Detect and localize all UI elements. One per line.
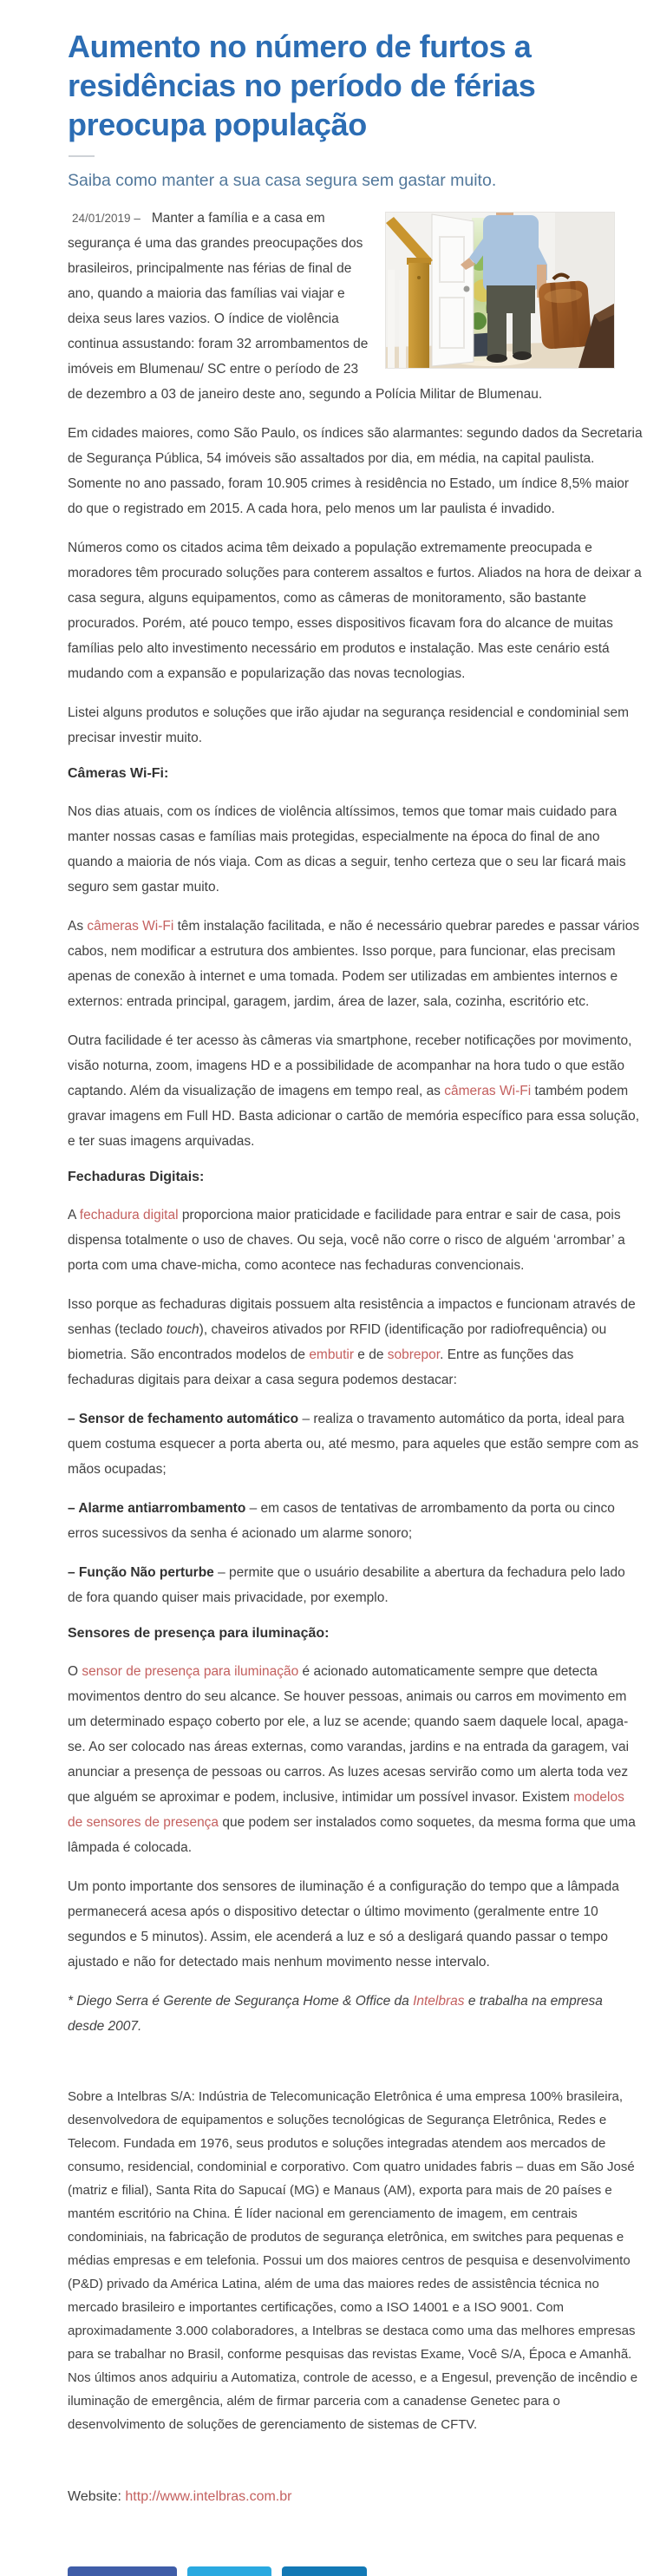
section-heading: Sensores de presença para iluminação: bbox=[68, 1626, 330, 1641]
text-segment: Listei alguns produtos e soluções que irão ajudar na segurança residencial e condominial sem precisar investir muito. bbox=[68, 705, 630, 745]
text-segment: também podem gravar imagens em Full HD. Basta adicionar o cartão de memória específico para essa solução, e ter suas imagens arquivadas. bbox=[68, 1084, 640, 1149]
article-body bbox=[68, 206, 643, 2039]
paragraph bbox=[68, 914, 643, 1014]
paragraph bbox=[68, 1203, 643, 1278]
text-segment: * Diego Serra é Gerente de Segurança Home & Office da bbox=[68, 1994, 414, 2009]
paragraph bbox=[68, 1406, 643, 1482]
inline-link[interactable]: embutir bbox=[309, 1347, 354, 1362]
text-segment: Manter a família e a casa em segurança é uma das grandes preocupações dos brasileiros, principalmente nas férias de final de ano, quando a maioria das famílias vai viajar e deixa seus lares vazios. O índice de violência continua assustando: foram 32 arrombamentos de imóveis em Blumenau/ SC entre o período de 23 de dezembro a 03 de janeiro deste ano, segundo a Polícia Militar de Blumenau. bbox=[68, 211, 543, 402]
text-segment: touch bbox=[166, 1322, 199, 1337]
inline-link[interactable]: sensor de presença para iluminação bbox=[82, 1664, 299, 1679]
text-segment: Outra facilidade é ter acesso às câmeras via smartphone, receber notificações por movimento, visão noturna, zoom, imagens HD e a possibilidade de acompanhar na hora tudo o que estão captando. Além da visualização de imagens em tempo real, as bbox=[68, 1033, 632, 1098]
inline-link[interactable]: modelos de sensores de presença bbox=[68, 1790, 624, 1830]
text-segment: é acionado automaticamente sempre que detecta movimentos dentro do seu alcance. Se houver pessoas, animais ou carros em movimento em um determinado espaço coberto por ele, a luz se acende; quando saem daquele local, apaga-se. Ao ser colocado nas áreas externas, como varandas, jardins e na entrada da garagem, vai anunciar a presença de pessoas ou carros. As luzes acesas servirão como um alerta toda vez que alguém se aproximar e podem, inclusive, intimidar um possível invasor. Existem bbox=[68, 1664, 630, 1805]
text-segment: que podem ser instalados como soquetes, da mesma forma que uma lâmpada é colocada. bbox=[68, 1815, 636, 1855]
shoe bbox=[487, 354, 507, 363]
text-segment: ), chaveiros ativados por RFID (identificação por radiofrequência) ou biometria. São encontrados modelos de bbox=[68, 1322, 607, 1362]
text-segment: Um ponto importante dos sensores de iluminação é a configuração do tempo que a lâmpada permanecerá acesa após o dispositivo detectar o último movimento (geralmente entre 10 segundos e 5 minutos). Assim, ele acenderá a luz e só a desligará quando passar o tempo ajustado e não for detectado mais nenhum movimento nesse intervalo. bbox=[68, 1879, 619, 1970]
article-date: 24/01/2019 – bbox=[72, 212, 140, 225]
paragraph bbox=[68, 1659, 643, 1860]
text-segment: – Alarme antiarrombamento bbox=[68, 1501, 246, 1516]
text-segment: – Função Não perturbe bbox=[68, 1565, 214, 1580]
paragraph bbox=[68, 1874, 643, 1975]
text-segment: e trabalha na empresa desde 2007. bbox=[68, 1994, 603, 2034]
text-segment: Sobre a Intelbras S/A: Indústria de Telecomunicação Eletrônica é uma empresa 100% brasileira, desenvolvedora de equipamentos e soluções tecnológicas de Segurança Eletrônica, Redes e Telecom. Fundada em 1976, seus produtos e soluções integradas atendem aos mercados de consumo, residencial, condominial e corporativo. Com quatro unidades fabris – duas em São José (matriz e filial), Santa Rita do Sapucaí (MG) e Manaus (AM), exporta para mais de 20 países e mantém escritório na China. É líder nacional em gerenciamento de imagem, em centrais condominiais, na fabricação de produtos de segurança eletrônica, em switches para pequenas e médias empresas e em telefonia. Possui um dos maiores centros de pesquisa e desenvolvimento (P&D) privado da América Latina, além de uma das maiores redes de assistência técnica no mercado brasileiro e importantes certificações, como a ISO 14001 e a ISO 9001. Com aproximadamente 3.000 colaboradores, a Intelbras se destaca como uma das melhores empresas para se trabalhar no Brasil, conforme pesquisas das revistas Exame, Você S/A, Época e Amanhã. Nos últimos anos adquiriu a Automatiza, controle de acesso, e a Engesul, prevenção de incêndio e iluminação de emergência, além de firmar parceria com a canadense Genetec para o desenvolvimento de soluções de gerenciamento de sistemas de CFTV. bbox=[68, 2089, 638, 2432]
paragraph bbox=[68, 700, 643, 751]
inline-link[interactable]: fechadura digital bbox=[79, 1208, 179, 1222]
about-section bbox=[68, 2085, 643, 2576]
inline-link[interactable]: câmeras Wi-Fi bbox=[444, 1084, 532, 1098]
text-segment: Números como os citados acima têm deixado a população extremamente preocupada e moradores têm procurado soluções para conterem assaltos e furtos. Aliados na hora de deixar a casa segura, alguns equipamentos, como as câmeras de monitoramento, são bastante procurados. Porém, até pouco tempo, esses dispositivos ficavam fora do alcance de muitas famílias pelo alto investimento necessário em produtos e instalação. Mas este cenário está mudando com a expansão e popularização das novas tecnologias. bbox=[68, 541, 642, 681]
website-line bbox=[68, 2489, 291, 2505]
trousers bbox=[487, 285, 535, 313]
title-divider bbox=[69, 155, 95, 157]
text-segment: proporciona maior praticidade e facilidade para entrar e sair de casa, pois dispensa totalmente o uso de chaves. Ou seja, você não corre o risco de alguém ‘arrombar’ a porta com uma chave-micha, como acontece nas fechaduras convencionais. bbox=[68, 1208, 625, 1273]
text-segment: – realiza o travamento automático da porta, ideal para quem costuma esquecer a porta aberta ou, até mesmo, para aqueles que estão sempre com as mãos ocupadas; bbox=[68, 1412, 639, 1477]
text-segment: Isso porque as fechaduras digitais possuem alta resistência a impactos e funcionam através de senhas (teclado bbox=[68, 1297, 636, 1337]
text-segment: A bbox=[68, 1208, 80, 1222]
text-segment: . Entre as funções das fechaduras digitais para deixar a casa segura podemos destacar: bbox=[68, 1347, 574, 1387]
article-subtitle: Saiba como manter a sua casa segura sem gastar muito. bbox=[68, 171, 497, 190]
text-segment: O bbox=[68, 1664, 82, 1679]
inline-link[interactable]: sobrepor bbox=[387, 1347, 441, 1362]
shoe bbox=[513, 351, 532, 360]
blue-shirt bbox=[483, 215, 539, 292]
paragraph bbox=[68, 1560, 643, 1610]
text-segment: – permite que o usuário desabilite a abertura da fechadura pelo lado de fora quando quiser mais privacidade, por exemplo. bbox=[68, 1565, 625, 1605]
facebook-share-button[interactable] bbox=[68, 2566, 177, 2576]
text-segment: Nos dias atuais, com os índices de violência altíssimos, temos que tomar mais cuidado para manter nossas casas e famílias mais protegidas, especialmente na época do final de ano quando a maioria de nós viaja. Com as dicas a seguir, tenho certeza que o seu lar ficará mais seguro sem gastar muito. bbox=[68, 804, 626, 895]
section-heading: Câmeras Wi-Fi: bbox=[68, 766, 169, 781]
text-segment: As bbox=[68, 919, 88, 934]
page-title: Aumento no número de furtos a residências no período de férias preocupa população bbox=[68, 29, 536, 142]
about-body bbox=[68, 2085, 643, 2436]
paragraph bbox=[68, 421, 643, 521]
linkedin-share-button[interactable] bbox=[282, 2566, 367, 2576]
share-buttons-bar bbox=[68, 2566, 367, 2576]
website-label: Website: bbox=[68, 2489, 121, 2504]
paragraph bbox=[68, 1292, 643, 1393]
man-leaving-with-suitcase-photo bbox=[386, 213, 614, 368]
paragraph bbox=[68, 1989, 643, 2039]
twitter-share-button[interactable] bbox=[187, 2566, 271, 2576]
paragraph bbox=[68, 1028, 643, 1154]
text-segment: Em cidades maiores, como São Paulo, os índices são alarmantes: segundo dados da Secretaria de Segurança Pública, 54 imóveis são assaltados por dia, em média, na capital paulista. Somente no ano passado, foram 10.905 crimes à residência no Estado, um índice 8,5% maior do que o registrado em 2015. A cada hora, pelo menos um lar paulista é invadido. bbox=[68, 426, 643, 516]
inline-link[interactable]: câmeras Wi-Fi bbox=[87, 919, 174, 934]
website-link[interactable]: http://www.intelbras.com.br bbox=[125, 2489, 292, 2504]
text-segment: têm instalação facilitada, e não é necessário quebrar paredes e passar vários cabos, nem modificar a estrutura dos ambientes. Isso porque, para funcionar, elas precisam apenas de conexão à internet e uma tomada. Podem ser utilizadas em ambientes internos e externos: entrada principal, garagem, jardim, área de lazer, sala, cozinha, escritório etc. bbox=[68, 919, 640, 1009]
section-heading: Fechaduras Digitais: bbox=[68, 1170, 205, 1184]
article-photo bbox=[386, 213, 614, 368]
inline-link[interactable]: Intelbras bbox=[413, 1994, 465, 2009]
suitcase bbox=[538, 273, 592, 350]
paragraph bbox=[68, 2085, 643, 2436]
article-content bbox=[68, 27, 643, 2053]
paragraph bbox=[68, 799, 643, 900]
text-segment: – em casos de tentativas de arrombamento da porta ou cinco erros sucessivos da senha é acionado um alarme sonoro; bbox=[68, 1501, 615, 1541]
text-segment: e de bbox=[354, 1347, 388, 1362]
paragraph bbox=[68, 535, 643, 686]
paragraph bbox=[68, 1496, 643, 1546]
text-segment: – Sensor de fechamento automático bbox=[68, 1412, 299, 1426]
door-knob bbox=[464, 286, 470, 292]
